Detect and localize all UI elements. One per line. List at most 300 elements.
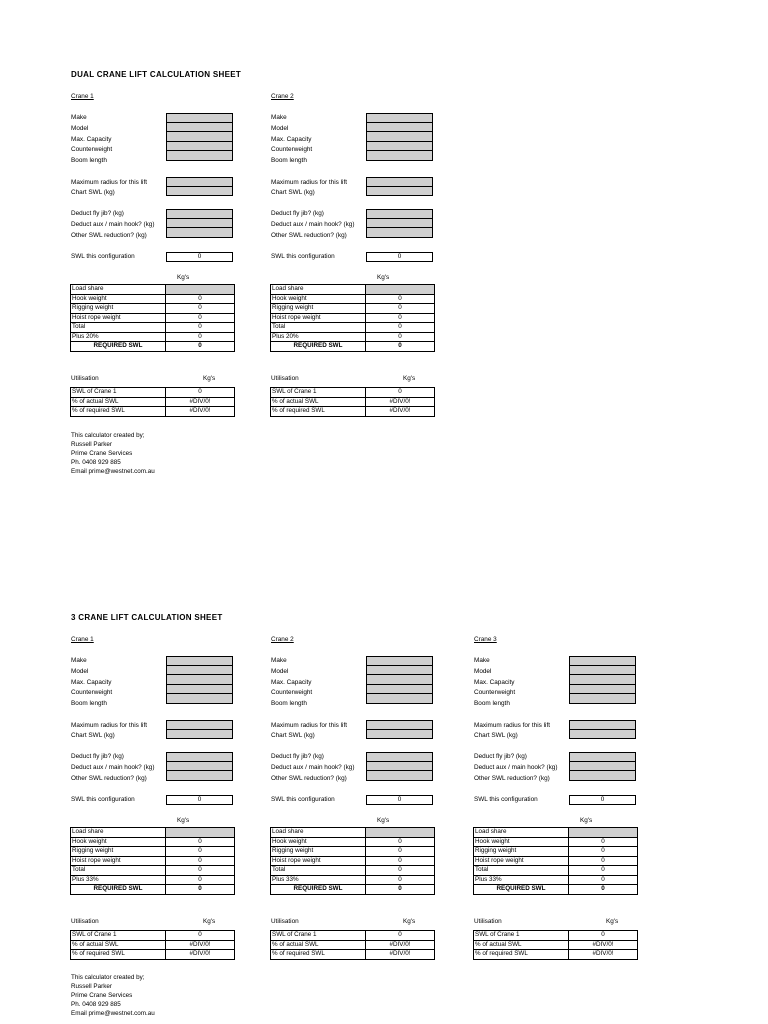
input-max-capacity[interactable] (569, 675, 636, 685)
table-row (71, 875, 235, 885)
input-max-radius[interactable] (366, 720, 433, 730)
input-load-share[interactable] (569, 828, 638, 838)
kgs-header: Kg's (177, 817, 190, 824)
row-label: % of required SWL (271, 407, 366, 417)
label-model: Model (474, 668, 492, 675)
input-max-capacity[interactable] (366, 132, 433, 142)
table-row (271, 388, 435, 398)
row-label: Rigging weight (71, 304, 166, 314)
table-row (271, 407, 435, 417)
row-value: #DIV/0! (166, 950, 235, 960)
utilisation-label: Utilisation (474, 918, 502, 925)
table-row (271, 342, 435, 352)
row-label: SWL of Crane 1 (71, 388, 166, 398)
input-make[interactable] (366, 113, 433, 123)
label-boom-length: Boom length (474, 700, 510, 707)
label-make: Make (271, 114, 287, 121)
row-value: 0 (366, 885, 435, 895)
label-boom-length: Boom length (71, 700, 107, 707)
table-row (474, 931, 638, 941)
input-boom-length[interactable] (569, 694, 636, 704)
row-value: 0 (166, 885, 235, 895)
label-deduct-hook: Deduct aux / main hook? (kg) (71, 764, 155, 771)
row-label: % of actual SWL (71, 940, 166, 950)
input-deduct-fly-jib[interactable] (569, 752, 636, 762)
label-model: Model (271, 668, 289, 675)
row-value: #DIV/0! (166, 397, 235, 407)
row-value: 0 (366, 875, 435, 885)
table-row (271, 397, 435, 407)
load-table (70, 284, 235, 352)
label-other-reduction: Other SWL reduction? (kg) (271, 232, 347, 239)
table-row (71, 388, 235, 398)
label-max-radius: Maximum radius for this lift (71, 179, 147, 186)
row-value: 0 (366, 304, 435, 314)
kgs-header: Kg's (377, 274, 390, 281)
utilisation-kgs: Kg's (403, 918, 416, 925)
label-other-reduction: Other SWL reduction? (kg) (71, 775, 147, 782)
table-row (271, 856, 435, 866)
input-boom-length[interactable] (366, 151, 433, 161)
kgs-header: Kg's (377, 817, 390, 824)
row-label: % of actual SWL (271, 940, 366, 950)
utilisation-kgs: Kg's (203, 918, 216, 925)
row-label: % of required SWL (271, 950, 366, 960)
row-value: 0 (569, 837, 638, 847)
row-value: 0 (366, 323, 435, 333)
label-make: Make (474, 657, 490, 664)
row-value: #DIV/0! (166, 940, 235, 950)
row-label: % of required SWL (71, 950, 166, 960)
label-max-capacity: Max. Capacity (71, 136, 112, 143)
table-row (271, 875, 435, 885)
row-label: Load share (474, 828, 569, 838)
utilisation-label: Utilisation (271, 375, 299, 382)
label-deduct-fly-jib: Deduct fly jib? (kg) (71, 753, 124, 760)
table-row (474, 866, 638, 876)
utilisation-label: Utilisation (271, 918, 299, 925)
label-counterweight: Counterweight (271, 146, 313, 153)
input-boom-length[interactable] (166, 694, 233, 704)
table-row (271, 885, 435, 895)
label-swl-config: SWL this configuration (271, 253, 335, 260)
row-value: #DIV/0! (366, 407, 435, 417)
input-chart-swl[interactable] (166, 730, 233, 740)
row-label: Load share (271, 828, 366, 838)
label-model: Model (71, 668, 89, 675)
row-label: Total (271, 323, 366, 333)
row-value: #DIV/0! (569, 950, 638, 960)
label-max-radius: Maximum radius for this lift (474, 722, 550, 729)
row-value: 0 (366, 847, 435, 857)
row-label: Rigging weight (71, 847, 166, 857)
row-value: 0 (569, 866, 638, 876)
row-label: REQUIRED SWL (271, 885, 366, 895)
table-row (71, 950, 235, 960)
table-row (271, 294, 435, 304)
swl-config-value: 0 (166, 795, 233, 805)
row-value: 0 (166, 332, 235, 342)
input-load-share[interactable] (166, 285, 235, 295)
input-counterweight[interactable] (166, 142, 233, 152)
row-label: Hoist rope weight (271, 856, 366, 866)
table-row (474, 885, 638, 895)
table-row (271, 866, 435, 876)
utilisation-label: Utilisation (71, 375, 99, 382)
row-label: SWL of Crane 1 (71, 931, 166, 941)
input-load-share[interactable] (166, 828, 235, 838)
utilisation-kgs: Kg's (403, 375, 416, 382)
label-boom-length: Boom length (71, 157, 107, 164)
row-label: Hook weight (271, 294, 366, 304)
table-row (474, 856, 638, 866)
row-value: 0 (166, 875, 235, 885)
input-model[interactable] (166, 123, 233, 133)
table-row (71, 407, 235, 417)
utilisation-kgs: Kg's (203, 375, 216, 382)
input-other-reduction[interactable] (166, 228, 233, 238)
input-max-capacity[interactable] (166, 675, 233, 685)
table-row (271, 285, 435, 295)
label-deduct-fly-jib: Deduct fly jib? (kg) (271, 210, 324, 217)
swl-config-value: 0 (366, 252, 433, 262)
row-value: 0 (366, 294, 435, 304)
row-label: Hoist rope weight (71, 313, 166, 323)
label-counterweight: Counterweight (71, 689, 113, 696)
row-label: Plus 20% (71, 332, 166, 342)
row-value: 0 (166, 856, 235, 866)
utilisation-table (270, 387, 435, 417)
row-value: 0 (366, 313, 435, 323)
label-chart-swl: Chart SWL (kg) (71, 189, 115, 196)
row-value: #DIV/0! (366, 950, 435, 960)
dual-sheet-title: DUAL CRANE LIFT CALCULATION SHEET (71, 70, 242, 79)
table-row (271, 323, 435, 333)
row-label: Load share (271, 285, 366, 295)
input-chart-swl[interactable] (166, 187, 233, 197)
row-label: REQUIRED SWL (474, 885, 569, 895)
row-value: 0 (366, 931, 435, 941)
row-label: % of actual SWL (474, 940, 569, 950)
credit-line: This calculator created by; (71, 974, 145, 981)
input-counterweight[interactable] (366, 142, 433, 152)
row-value: 0 (166, 931, 235, 941)
label-chart-swl: Chart SWL (kg) (474, 732, 518, 739)
input-chart-swl[interactable] (366, 730, 433, 740)
row-label: Total (271, 866, 366, 876)
row-label: SWL of Crane 1 (271, 931, 366, 941)
row-label: Hook weight (271, 837, 366, 847)
row-label: Rigging weight (271, 847, 366, 857)
label-chart-swl: Chart SWL (kg) (271, 732, 315, 739)
row-value: 0 (166, 304, 235, 314)
table-row (71, 847, 235, 857)
input-deduct-hook[interactable] (569, 762, 636, 772)
input-counterweight[interactable] (569, 685, 636, 695)
row-value: #DIV/0! (569, 940, 638, 950)
row-value: 0 (569, 847, 638, 857)
row-value: 0 (569, 931, 638, 941)
crane-heading: Crane 2 (271, 93, 294, 100)
table-row (271, 828, 435, 838)
load-table (270, 284, 435, 352)
label-other-reduction: Other SWL reduction? (kg) (271, 775, 347, 782)
row-value: 0 (166, 342, 235, 352)
row-value: 0 (569, 875, 638, 885)
label-swl-config: SWL this configuration (71, 253, 135, 260)
table-row (71, 866, 235, 876)
swl-config-value: 0 (569, 795, 636, 805)
label-deduct-hook: Deduct aux / main hook? (kg) (71, 221, 155, 228)
input-other-reduction[interactable] (569, 771, 636, 781)
input-max-capacity[interactable] (166, 132, 233, 142)
utilisation-kgs: Kg's (606, 918, 619, 925)
label-swl-config: SWL this configuration (71, 796, 135, 803)
row-label: Total (474, 866, 569, 876)
label-make: Make (71, 114, 87, 121)
table-row (271, 332, 435, 342)
credit-line: Email prime@westnet.com.au (71, 468, 155, 475)
row-value: 0 (166, 866, 235, 876)
label-deduct-fly-jib: Deduct fly jib? (kg) (71, 210, 124, 217)
table-row (474, 847, 638, 857)
table-row (71, 323, 235, 333)
input-model[interactable] (366, 123, 433, 133)
row-value: #DIV/0! (366, 397, 435, 407)
row-value: 0 (366, 332, 435, 342)
row-label: % of required SWL (474, 950, 569, 960)
row-value: 0 (569, 856, 638, 866)
credit-line: Prime Crane Services (71, 450, 133, 457)
label-max-radius: Maximum radius for this lift (271, 722, 347, 729)
label-deduct-hook: Deduct aux / main hook? (kg) (271, 764, 355, 771)
input-other-reduction[interactable] (166, 771, 233, 781)
row-label: REQUIRED SWL (71, 885, 166, 895)
input-model[interactable] (366, 666, 433, 676)
row-label: Load share (71, 285, 166, 295)
input-boom-length[interactable] (166, 151, 233, 161)
table-row (71, 294, 235, 304)
row-value: 0 (366, 837, 435, 847)
input-other-reduction[interactable] (366, 228, 433, 238)
row-label: REQUIRED SWL (271, 342, 366, 352)
utilisation-table (473, 930, 638, 960)
label-counterweight: Counterweight (71, 146, 113, 153)
row-label: Total (71, 866, 166, 876)
table-row (474, 837, 638, 847)
label-max-radius: Maximum radius for this lift (271, 179, 347, 186)
label-deduct-fly-jib: Deduct fly jib? (kg) (271, 753, 324, 760)
table-row (271, 313, 435, 323)
label-max-radius: Maximum radius for this lift (71, 722, 147, 729)
row-value: 0 (569, 885, 638, 895)
swl-config-value: 0 (366, 795, 433, 805)
credit-line: Russell Parker (71, 441, 112, 448)
kgs-header: Kg's (580, 817, 593, 824)
input-chart-swl[interactable] (569, 730, 636, 740)
credit-line: Prime Crane Services (71, 992, 133, 999)
table-row (71, 828, 235, 838)
load-table (270, 827, 435, 895)
table-row (271, 950, 435, 960)
input-max-radius[interactable] (366, 177, 433, 187)
row-label: Rigging weight (474, 847, 569, 857)
input-boom-length[interactable] (366, 694, 433, 704)
credit-line: Russell Parker (71, 983, 112, 990)
row-value: 0 (366, 388, 435, 398)
input-max-capacity[interactable] (366, 675, 433, 685)
input-deduct-hook[interactable] (166, 219, 233, 229)
utilisation-table (70, 387, 235, 417)
row-value: 0 (166, 323, 235, 333)
input-model[interactable] (166, 666, 233, 676)
input-chart-swl[interactable] (366, 187, 433, 197)
kgs-header: Kg's (177, 274, 190, 281)
label-swl-config: SWL this configuration (474, 796, 538, 803)
label-chart-swl: Chart SWL (kg) (271, 189, 315, 196)
table-row (271, 931, 435, 941)
input-max-radius[interactable] (569, 720, 636, 730)
table-row (71, 837, 235, 847)
row-label: Total (71, 323, 166, 333)
row-label: SWL of Crane 1 (271, 388, 366, 398)
input-deduct-fly-jib[interactable] (166, 209, 233, 219)
crane-heading: Crane 1 (71, 636, 94, 643)
label-deduct-hook: Deduct aux / main hook? (kg) (271, 221, 355, 228)
row-label: Plus 33% (71, 875, 166, 885)
row-label: Hook weight (474, 837, 569, 847)
row-label: Load share (71, 828, 166, 838)
crane-heading: Crane 2 (271, 636, 294, 643)
row-label: Plus 20% (271, 332, 366, 342)
row-label: % of actual SWL (71, 397, 166, 407)
label-chart-swl: Chart SWL (kg) (71, 732, 115, 739)
row-label: Hoist rope weight (71, 856, 166, 866)
row-value: 0 (166, 837, 235, 847)
table-row (474, 950, 638, 960)
label-counterweight: Counterweight (474, 689, 516, 696)
triple-credits (71, 973, 155, 1018)
dual-credits (71, 431, 155, 476)
row-value: 0 (366, 342, 435, 352)
row-value: 0 (366, 866, 435, 876)
utilisation-table (70, 930, 235, 960)
label-model: Model (71, 125, 89, 132)
table-row (71, 285, 235, 295)
row-value: 0 (166, 294, 235, 304)
load-table (473, 827, 638, 895)
label-max-capacity: Max. Capacity (71, 679, 112, 686)
table-row (271, 837, 435, 847)
table-row (71, 397, 235, 407)
crane-heading: Crane 3 (474, 636, 497, 643)
input-make[interactable] (166, 113, 233, 123)
input-make[interactable] (569, 656, 636, 666)
label-max-capacity: Max. Capacity (474, 679, 515, 686)
table-row (71, 931, 235, 941)
label-other-reduction: Other SWL reduction? (kg) (71, 232, 147, 239)
input-model[interactable] (569, 666, 636, 676)
input-deduct-fly-jib[interactable] (366, 209, 433, 219)
table-row (71, 856, 235, 866)
input-deduct-hook[interactable] (366, 762, 433, 772)
crane-heading: Crane 1 (71, 93, 94, 100)
label-deduct-hook: Deduct aux / main hook? (kg) (474, 764, 558, 771)
row-label: Hook weight (71, 294, 166, 304)
table-row (71, 304, 235, 314)
label-deduct-fly-jib: Deduct fly jib? (kg) (474, 753, 527, 760)
label-other-reduction: Other SWL reduction? (kg) (474, 775, 550, 782)
input-counterweight[interactable] (166, 685, 233, 695)
row-label: Rigging weight (271, 304, 366, 314)
row-label: % of required SWL (71, 407, 166, 417)
label-boom-length: Boom length (271, 700, 307, 707)
row-value: 0 (166, 388, 235, 398)
table-row (474, 875, 638, 885)
table-row (71, 313, 235, 323)
utilisation-table (270, 930, 435, 960)
table-row (271, 940, 435, 950)
credit-line: Ph. 0408 929 885 (71, 459, 121, 466)
input-deduct-hook[interactable] (366, 219, 433, 229)
input-deduct-fly-jib[interactable] (366, 752, 433, 762)
label-swl-config: SWL this configuration (271, 796, 335, 803)
input-other-reduction[interactable] (366, 771, 433, 781)
table-row (71, 885, 235, 895)
input-load-share[interactable] (366, 285, 435, 295)
utilisation-label: Utilisation (71, 918, 99, 925)
row-label: Hoist rope weight (474, 856, 569, 866)
input-make[interactable] (366, 656, 433, 666)
table-row (271, 304, 435, 314)
row-value: 0 (166, 847, 235, 857)
label-max-capacity: Max. Capacity (271, 136, 312, 143)
input-counterweight[interactable] (366, 685, 433, 695)
table-row (71, 342, 235, 352)
table-row (271, 847, 435, 857)
table-row (474, 940, 638, 950)
row-value: #DIV/0! (366, 940, 435, 950)
table-row (474, 828, 638, 838)
load-table (70, 827, 235, 895)
row-label: SWL of Crane 1 (474, 931, 569, 941)
credit-line: Ph. 0408 929 885 (71, 1001, 121, 1008)
row-label: Hoist rope weight (271, 313, 366, 323)
row-value: #DIV/0! (166, 407, 235, 417)
row-value: 0 (366, 856, 435, 866)
row-label: Plus 33% (271, 875, 366, 885)
input-max-radius[interactable] (166, 177, 233, 187)
table-row (71, 332, 235, 342)
row-label: Hook weight (71, 837, 166, 847)
label-make: Make (71, 657, 87, 664)
label-max-capacity: Max. Capacity (271, 679, 312, 686)
triple-sheet-title: 3 CRANE LIFT CALCULATION SHEET (71, 613, 223, 622)
credit-line: This calculator created by; (71, 432, 145, 439)
label-model: Model (271, 125, 289, 132)
credit-line: Email prime@westnet.com.au (71, 1010, 155, 1017)
input-max-radius[interactable] (166, 720, 233, 730)
row-label: Plus 33% (474, 875, 569, 885)
input-deduct-fly-jib[interactable] (166, 752, 233, 762)
label-make: Make (271, 657, 287, 664)
swl-config-value: 0 (166, 252, 233, 262)
input-load-share[interactable] (366, 828, 435, 838)
input-deduct-hook[interactable] (166, 762, 233, 772)
row-label: % of actual SWL (271, 397, 366, 407)
row-value: 0 (166, 313, 235, 323)
input-make[interactable] (166, 656, 233, 666)
